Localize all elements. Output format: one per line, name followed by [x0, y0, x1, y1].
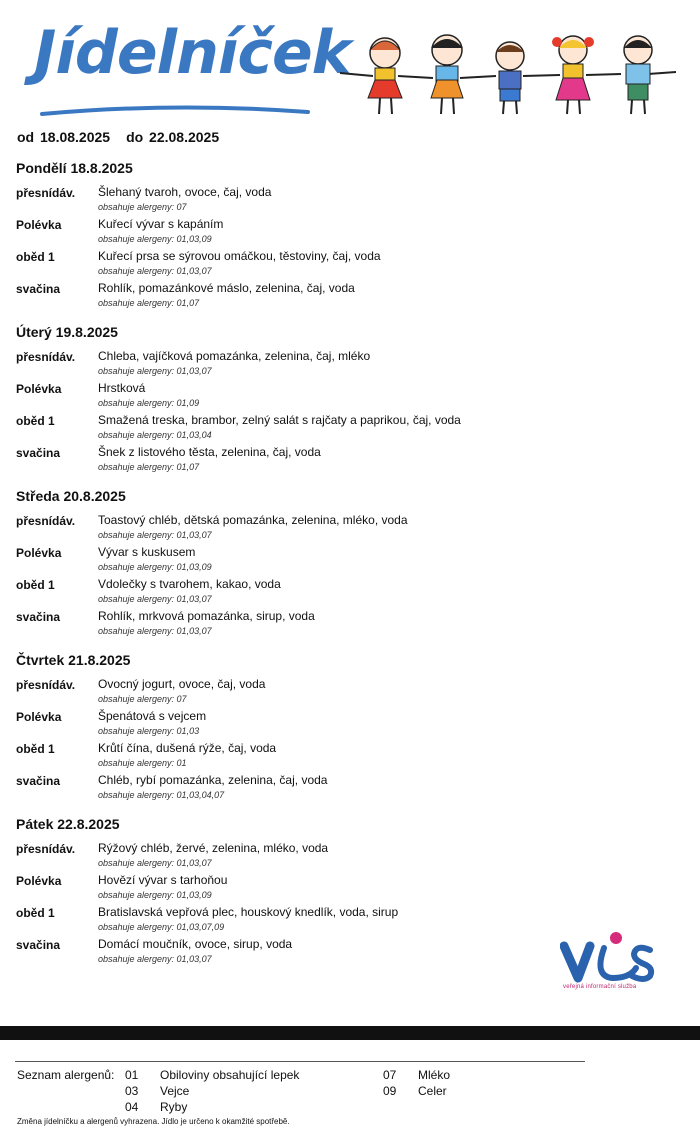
meal-description: Krůtí čína, dušená rýže, čaj, voda	[98, 741, 277, 755]
day-section	[15, 324, 615, 477]
meal-label: oběd 1	[16, 250, 55, 264]
meal-description: Rohlík, pomazánkové máslo, zelenina, čaj, voda	[98, 281, 355, 295]
meal-description: Vývar s kuskusem	[98, 545, 196, 559]
meal-row	[15, 281, 615, 313]
vis-logo-mark	[560, 928, 660, 984]
meal-description: Domácí moučník, ovoce, sirup, voda	[98, 937, 293, 951]
meal-label: přesnídáv.	[16, 842, 76, 856]
meal-description: Šlehaný tvaroh, ovoce, čaj, voda	[98, 185, 272, 199]
allergen-item	[383, 1068, 450, 1082]
allergen-name: Obiloviny obsahující lepek	[160, 1068, 300, 1082]
day-title: Pondělí 18.8.2025	[16, 160, 133, 176]
meal-label: oběd 1	[16, 742, 55, 756]
children-illustration	[338, 28, 678, 120]
meal-allergens: obsahuje alergeny: 07	[98, 694, 187, 704]
meal-row	[15, 381, 615, 413]
allergen-item	[383, 1084, 447, 1098]
day-title: Středa 20.8.2025	[16, 488, 126, 504]
meal-allergens: obsahuje alergeny: 01,09	[98, 398, 200, 408]
allergen-code: 07	[383, 1068, 397, 1082]
date-range	[17, 129, 219, 145]
meal-allergens: obsahuje alergeny: 01,03,07	[98, 266, 212, 276]
footer-note: Změna jídelníčku a alergenů vyhrazena. Jídlo je určeno k okamžité spotřebě.	[17, 1117, 290, 1126]
meal-label: oběd 1	[16, 906, 55, 920]
meal-allergens: obsahuje alergeny: 01,03,07	[98, 530, 212, 540]
vis-logo	[560, 928, 660, 998]
meal-row	[15, 677, 615, 709]
meal-row	[15, 841, 615, 873]
allergen-item	[125, 1100, 187, 1114]
day-title: Pátek 22.8.2025	[16, 816, 120, 832]
meal-allergens: obsahuje alergeny: 01,03,07,09	[98, 922, 225, 932]
meal-description: Bratislavská vepřová plec, houskový knedlík, voda, sirup	[98, 905, 399, 919]
day-title: Úterý 19.8.2025	[16, 324, 118, 340]
header	[0, 0, 700, 125]
day-section	[15, 488, 615, 641]
meal-description: Kuřecí vývar s kapáním	[98, 217, 224, 231]
meal-allergens: obsahuje alergeny: 01,03,07	[98, 954, 212, 964]
day-title: Čtvrtek 21.8.2025	[16, 652, 131, 668]
meal-row	[15, 349, 615, 381]
meal-label: Polévka	[16, 546, 62, 560]
meal-description: Chléb, rybí pomazánka, zelenina, čaj, voda	[98, 773, 328, 787]
meal-label: Polévka	[16, 874, 62, 888]
meal-allergens: obsahuje alergeny: 07	[98, 202, 187, 212]
meal-description: Šnek z listového těsta, zelenina, čaj, voda	[98, 445, 321, 459]
allergen-name: Ryby	[160, 1100, 188, 1114]
meal-row	[15, 873, 615, 905]
meal-label: svačina	[16, 446, 61, 460]
meal-row	[15, 445, 615, 477]
meal-allergens: obsahuje alergeny: 01,03,09	[98, 890, 212, 900]
footer-band	[0, 1026, 700, 1040]
allergen-code: 09	[383, 1084, 397, 1098]
meal-label: oběd 1	[16, 414, 55, 428]
allergen-item	[125, 1068, 299, 1082]
day-section	[15, 652, 615, 805]
meal-allergens: obsahuje alergeny: 01,03	[98, 726, 200, 736]
meal-row	[15, 577, 615, 609]
footer-divider	[15, 1061, 585, 1062]
date-to: do 22.08.2025	[126, 129, 220, 145]
meal-description: Vdolečky s tvarohem, kakao, voda	[98, 577, 281, 591]
meal-row	[15, 217, 615, 249]
meal-label: přesnídáv.	[16, 350, 76, 364]
meal-row	[15, 513, 615, 545]
day-section	[15, 816, 615, 969]
meal-label: Polévka	[16, 218, 62, 232]
meal-label: svačina	[16, 774, 61, 788]
meal-label: přesnídáv.	[16, 678, 76, 692]
allergen-name: Mléko	[418, 1068, 451, 1082]
meal-row	[15, 709, 615, 741]
meal-row	[15, 741, 615, 773]
meal-allergens: obsahuje alergeny: 01,03,07	[98, 594, 212, 604]
meal-label: Polévka	[16, 710, 62, 724]
vis-subtitle: veřejná informační služba	[563, 984, 637, 990]
meal-allergens: obsahuje alergeny: 01,03,07	[98, 366, 212, 376]
date-from: od 18.08.2025	[17, 129, 111, 145]
meal-allergens: obsahuje alergeny: 01,03,07	[98, 858, 212, 868]
meal-description: Rýžový chléb, žervé, zelenina, mléko, voda	[98, 841, 329, 855]
meal-label: oběd 1	[16, 578, 55, 592]
meal-allergens: obsahuje alergeny: 01,07	[98, 298, 200, 308]
allergen-list-label: Seznam alergenů:	[17, 1068, 115, 1082]
meal-allergens: obsahuje alergeny: 01,07	[98, 462, 200, 472]
meal-allergens: obsahuje alergeny: 01,03,09	[98, 234, 212, 244]
allergen-code: 04	[125, 1100, 139, 1114]
meal-description: Toastový chléb, dětská pomazánka, zelenina, mléko, voda	[98, 513, 408, 527]
meal-row	[15, 609, 615, 641]
meal-label: Polévka	[16, 382, 62, 396]
meal-row	[15, 773, 615, 805]
meal-description: Špenátová s vejcem	[98, 709, 207, 723]
meal-label: svačina	[16, 610, 61, 624]
meal-row	[15, 905, 615, 937]
title-underline	[40, 100, 310, 120]
allergen-name: Celer	[418, 1084, 447, 1098]
meal-label: přesnídáv.	[16, 514, 76, 528]
day-section	[15, 160, 615, 313]
meal-allergens: obsahuje alergeny: 01	[98, 758, 187, 768]
meal-description: Kuřecí prsa se sýrovou omáčkou, těstoviny, čaj, voda	[98, 249, 381, 263]
meal-row	[15, 249, 615, 281]
allergen-code: 01	[125, 1068, 139, 1082]
allergen-name: Vejce	[160, 1084, 190, 1098]
meal-description: Hovězí vývar s tarhoňou	[98, 873, 228, 887]
meal-description: Chleba, vajíčková pomazánka, zelenina, čaj, mléko	[98, 349, 371, 363]
meal-description: Rohlík, mrkvová pomazánka, sirup, voda	[98, 609, 315, 623]
allergen-code: 03	[125, 1084, 139, 1098]
meal-row	[15, 413, 615, 445]
menu-days	[15, 160, 615, 980]
meal-row	[15, 937, 615, 969]
meal-allergens: obsahuje alergeny: 01,03,04	[98, 430, 212, 440]
meal-label: svačina	[16, 282, 61, 296]
page-title: Jídelníček	[34, 18, 351, 88]
meal-description: Ovocný jogurt, ovoce, čaj, voda	[98, 677, 266, 691]
meal-allergens: obsahuje alergeny: 01,03,07	[98, 626, 212, 636]
meal-description: Hrstková	[98, 381, 146, 395]
meal-allergens: obsahuje alergeny: 01,03,09	[98, 562, 212, 572]
meal-description: Smažená treska, brambor, zelný salát s rajčaty a paprikou, čaj, voda	[98, 413, 461, 427]
meal-allergens: obsahuje alergeny: 01,03,04,07	[98, 790, 225, 800]
meal-label: přesnídáv.	[16, 186, 76, 200]
meal-row	[15, 545, 615, 577]
meal-row	[15, 185, 615, 217]
meal-label: svačina	[16, 938, 61, 952]
allergen-item	[125, 1084, 189, 1098]
